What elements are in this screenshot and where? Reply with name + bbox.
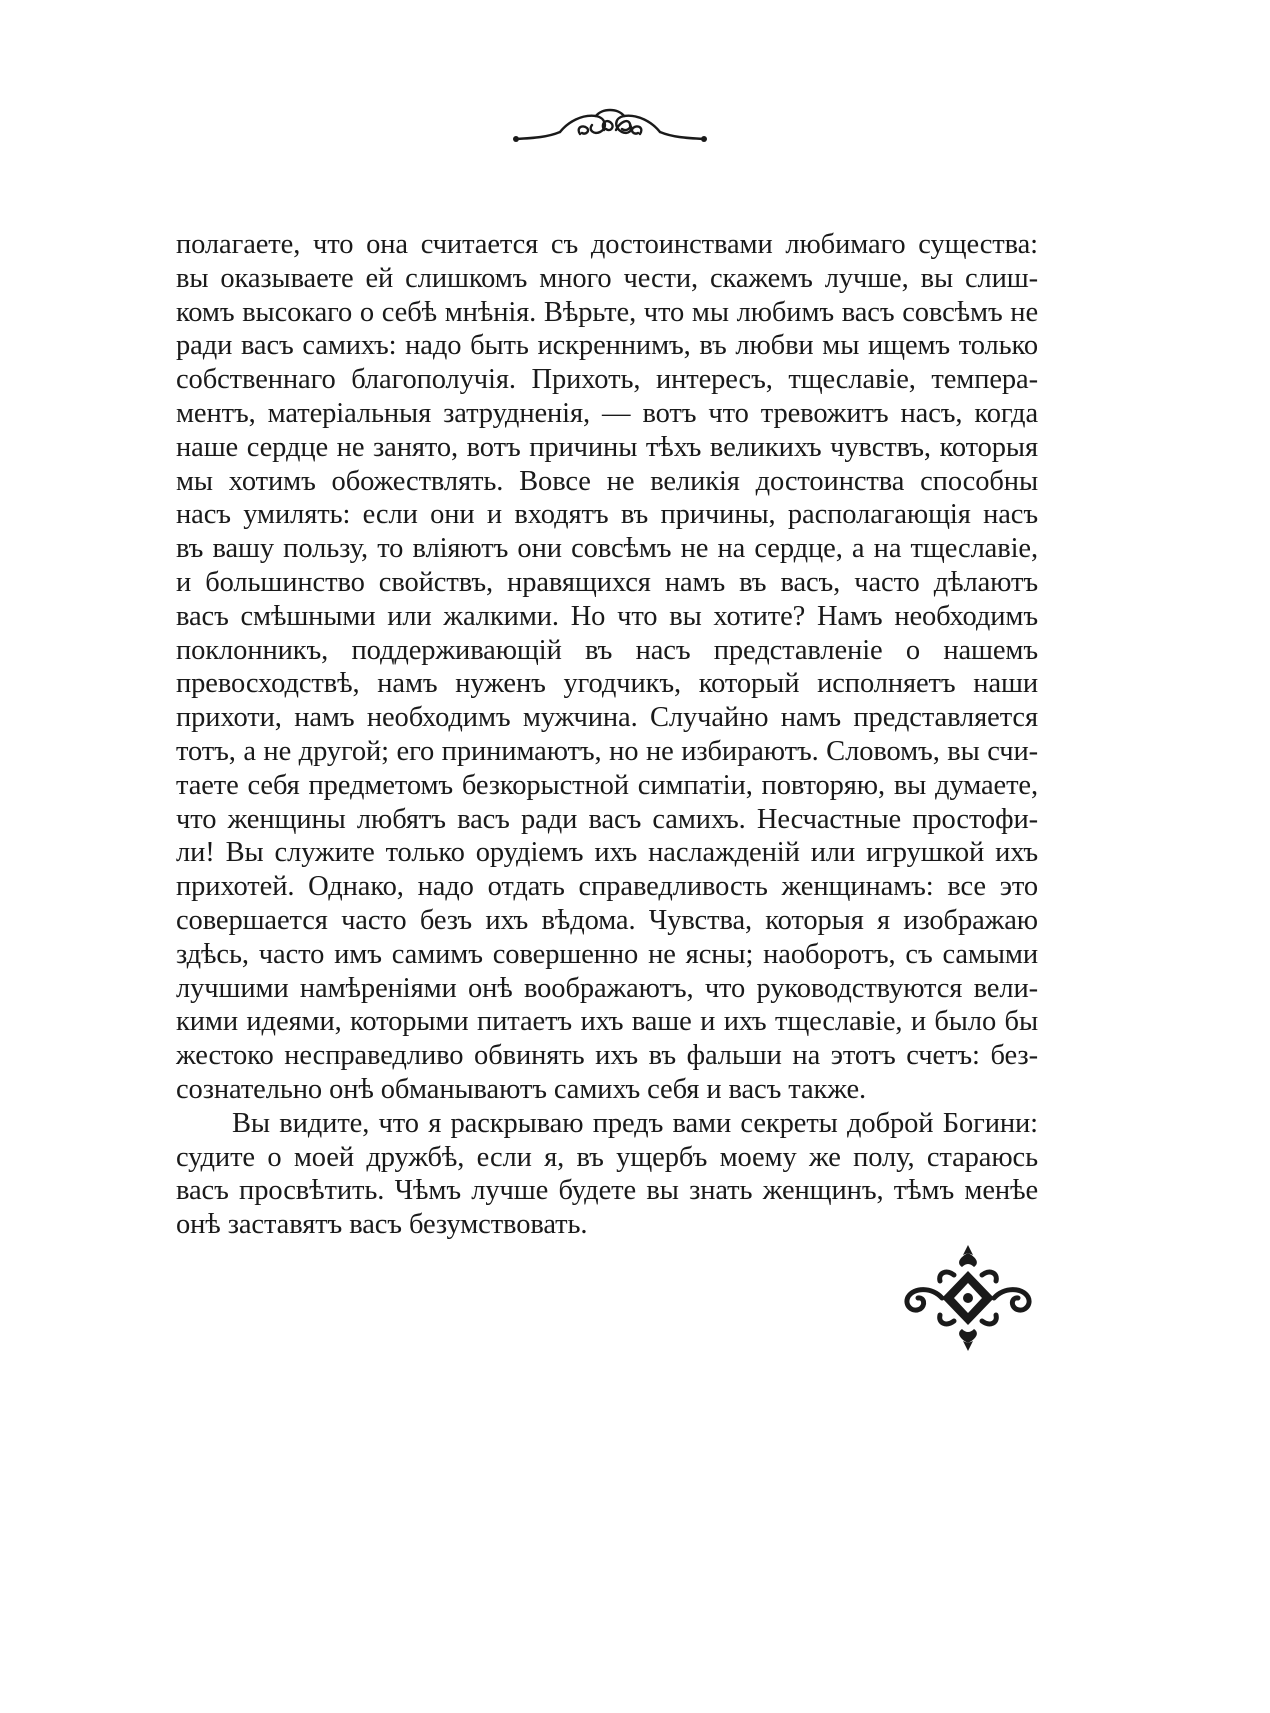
text-line: прихоти, намъ необходимъ мужчина. Случайно намъ представляется — [176, 702, 1038, 734]
text-line: здѣсь, часто имъ самимъ совершенно не ясны; наоборотъ, съ самыми — [176, 938, 1038, 970]
text-line: мы хотимъ обожествлять. Вовсе не великія достоинства способны — [176, 465, 1038, 497]
text-line: кими идеями, которыми питаетъ ихъ ваше и ихъ тщеславіе, и было бы — [176, 1006, 1038, 1038]
text-line: собственнаго благополучія. Прихоть, интересъ, тщеславіе, темпера- — [176, 364, 1038, 396]
text-line: сознательно онѣ обманываютъ самихъ себя и васъ также. — [176, 1073, 867, 1105]
text-line: онѣ заставятъ васъ безумствовать. — [176, 1209, 588, 1241]
text-line: васъ смѣшными или жалкими. Но что вы хотите? Намъ необходимъ — [176, 600, 1038, 632]
text-line: Вы видите, что я раскрываю предъ вами секреты доброй Богини: — [232, 1107, 1038, 1139]
text-line: и большинство свойствъ, нравящихся намъ въ васъ, часто дѣлаютъ — [176, 566, 1038, 598]
text-line: что женщины любятъ васъ ради васъ самихъ. Несчастные простофи- — [176, 803, 1038, 835]
text-line: прихотей. Однако, надо отдать справедливость женщинамъ: все это — [176, 871, 1038, 903]
text-line: ради васъ самихъ: надо быть искреннимъ, въ любви мы ищемъ только — [176, 330, 1038, 362]
body-text — [176, 228, 1038, 1242]
scroll-headpiece-ornament — [510, 104, 710, 150]
arabesque-tailpiece-ornament — [898, 1243, 1038, 1353]
text-line: совершается часто безъ ихъ вѣдома. Чувства, которыя я изображаю — [176, 904, 1038, 936]
text-line: въ вашу пользу, то вліяютъ они совсѣмъ не на сердце, а на тщеславіе, — [176, 533, 1038, 565]
text-line: полагаете, что она считается съ достоинствами любимаго существа: — [176, 229, 1038, 260]
text-line: васъ просвѣтить. Чѣмъ лучше будете вы знать женщинъ, тѣмъ менѣе — [176, 1175, 1038, 1207]
paragraph-1 — [176, 228, 1038, 1107]
paragraph-2 — [176, 1107, 1038, 1242]
text-line: вы оказываете ей слишкомъ много чести, скажемъ лучше, вы слиш- — [176, 262, 1038, 294]
text-line: жестоко несправедливо обвинять ихъ въ фальши на этотъ счетъ: без- — [176, 1040, 1038, 1072]
text-line: лучшими намѣреніями онѣ воображаютъ, что руководствуются вели- — [176, 972, 1038, 1004]
text-line: комъ высокаго о себѣ мнѣнія. Вѣрьте, что мы любимъ васъ совсѣмъ не — [176, 296, 1038, 328]
text-line: таете себя предметомъ безкорыстной симпатіи, повторяю, вы думаете, — [176, 769, 1038, 801]
text-line: тотъ, а не другой; его принимаютъ, но не избираютъ. Словомъ, вы счи- — [176, 735, 1038, 767]
text-line: ментъ, матеріальныя затрудненія, — вотъ что тревожитъ насъ, когда — [176, 397, 1038, 429]
text-line: превосходствѣ, намъ нуженъ угодчикъ, который исполняетъ наши — [176, 668, 1038, 700]
text-line: ли! Вы служите только орудіемъ ихъ наслажденій или игрушкой ихъ — [176, 837, 1038, 869]
text-line: судите о моей дружбѣ, если я, въ ущербъ моему же полу, стараюсь — [176, 1141, 1038, 1173]
text-line: насъ умилять: если они и входятъ въ причины, располагающія насъ — [176, 499, 1038, 531]
text-line: поклонникъ, поддерживающій въ насъ представленіе о нашемъ — [176, 634, 1038, 666]
text-line: наше сердце не занято, вотъ причины тѣхъ великихъ чувствъ, которыя — [176, 431, 1038, 463]
